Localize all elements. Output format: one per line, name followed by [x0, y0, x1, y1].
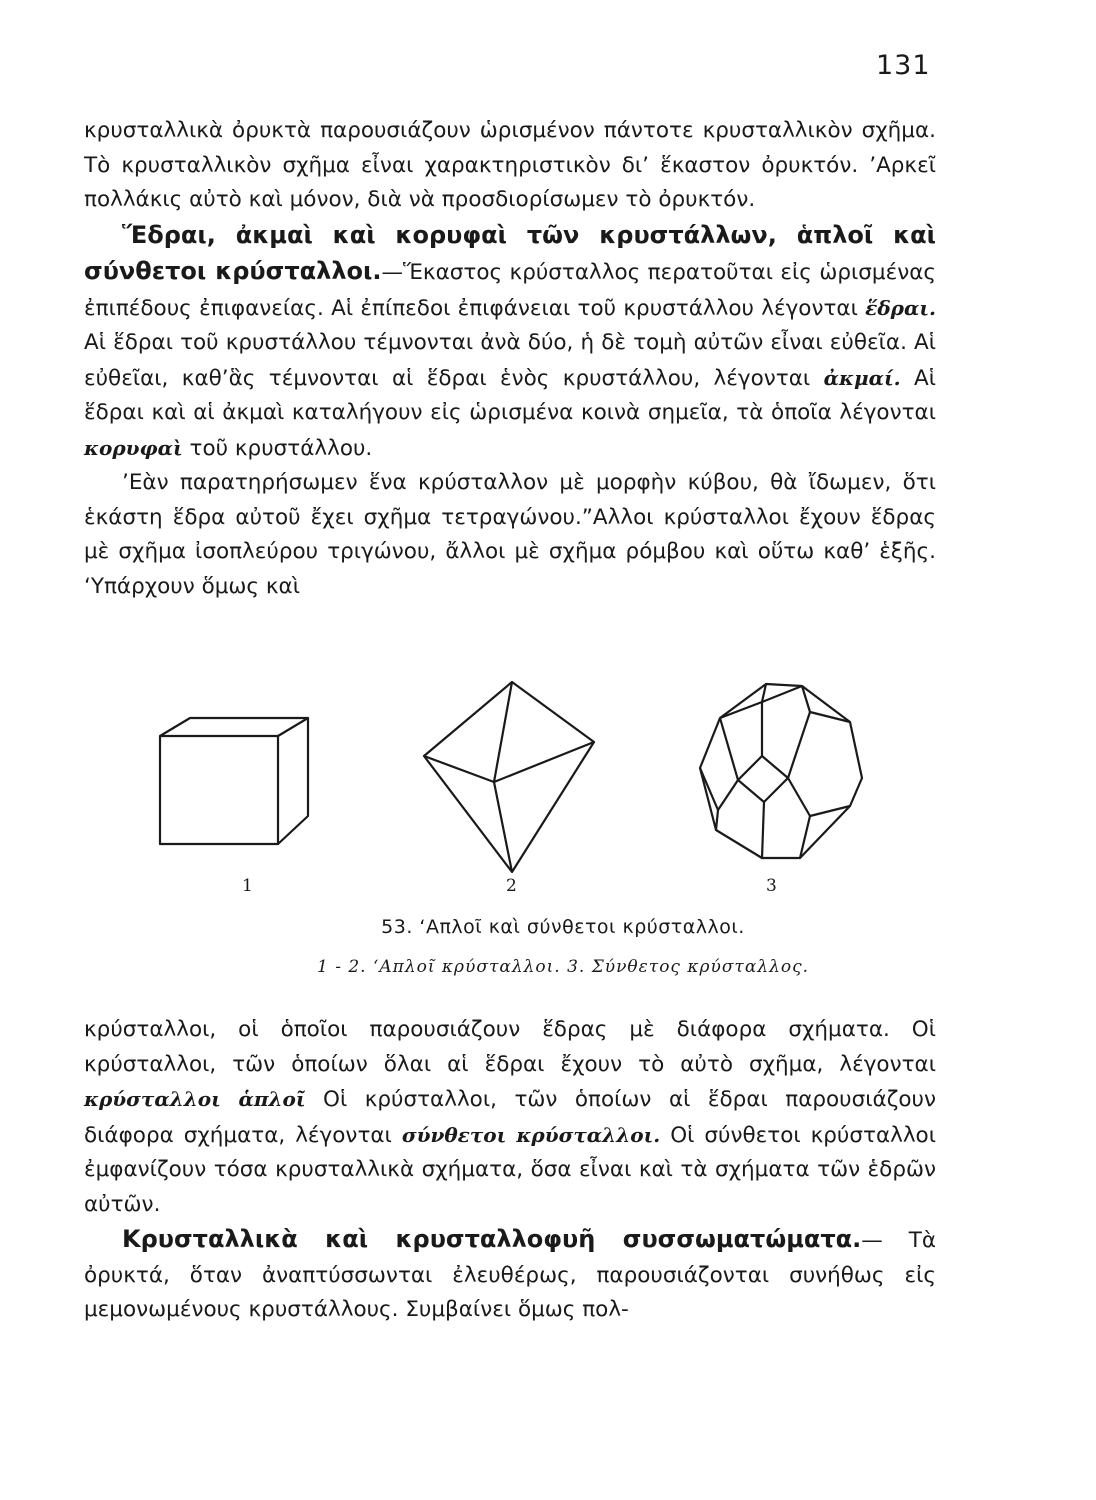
- paragraph-text: —Ἕκαστος κρύσταλλος περατοῦται εἰς ὡρισμένας ἐπιπέδους ἐπιφανείας. Αἱ ἐπίπεδοι ἐπιφάνειαι τοῦ κρυστάλλου λέγονται: [84, 260, 936, 321]
- term-edges: ἀκμαί.: [823, 365, 901, 390]
- paragraph-aggregates: [84, 1222, 936, 1328]
- paragraph-text: Αἱ ἕδραι καὶ αἱ ἀκμαὶ καταλήγουν εἰς ὡρισμένα κοινὰ σημεῖα, τὰ ὁποῖα λέγονται: [84, 365, 936, 425]
- figure-caption: 53. ‘Απλοῖ καὶ σύνθετοι κρύσταλλοι.: [381, 916, 745, 938]
- paragraph-text: κρύσταλλοι, οἱ ὁποῖοι παρουσιάζουν ἕδρας μὲ διάφορα σχήματα. Οἱ κρύσταλλοι, τῶν ὁποίων ὅλαι αἱ ἕδραι ἔχουν τὸ αὐτὸ σχῆμα, λέγονται: [84, 1017, 936, 1077]
- crystal-drawings: [150, 676, 880, 876]
- term-simple-crystals: κρύσταλλοι ἁπλοῖ: [84, 1087, 306, 1111]
- section-heading-aggregates: Κρυσταλλικὰ καὶ κρυσταλλοφυῆ συσσωματώματα.: [122, 1225, 862, 1253]
- term-compound-crystals: σύνθετοι κρύσταλλοι.: [401, 1122, 661, 1147]
- term-faces: ἕδραι.: [865, 295, 936, 320]
- compound-crystal-drawing: [700, 684, 862, 858]
- section-heading-faces: Ἕδραι, ἀκμαὶ καὶ κορυφαὶ τῶν κρυστάλλων, ἁπλοῖ καὶ σύνθετοι κρύσταλλοι.: [84, 220, 936, 285]
- octahedron-crystal-drawing: [424, 682, 594, 872]
- page-number: 131: [876, 50, 931, 81]
- paragraph-text: Οἱ κρύσταλλοι, τῶν ὁποίων αἱ ἕδραι παρουσιάζουν διάφορα σχήματα, λέγονται: [84, 1087, 936, 1148]
- paragraph-simple-compound: [84, 1013, 936, 1222]
- figure-number-2: 2: [506, 876, 517, 896]
- paragraph-cube-example: ’Εὰν παρατηρήσωμεν ἕνα κρύσταλλον μὲ μορφὴν κύβου, θὰ ἴδωμεν, ὅτι ἑκάστη ἕδρα αὐτοῦ ἔχει σχῆμα τετραγώνου.”Αλλοι κρύσταλλοι ἔχουν ἕδρας μὲ σχῆμα ἰσοπλεύρου τριγώνου, ἄλλοι μὲ σχῆμα ρόμβου καὶ οὕτω καθ’ ἑξῆς. ‘Υπάρχουν ὅμως καὶ: [84, 470, 936, 599]
- paragraph-faces-edges-vertices: [84, 218, 936, 467]
- figure-number-1: 1: [242, 876, 253, 896]
- top-text-section: [84, 114, 936, 604]
- paragraph-text: Οἱ σύνθετοι κρύσταλλοι ἐμφανίζουν τόσα κρυσταλλικὰ σχήματα, ὅσα εἶναι καὶ τὰ σχήματα τῶν ἑδρῶν αὐτῶν.: [84, 1122, 936, 1217]
- figure-subcaption: 1 - 2. ‘Απλοῖ κρύσταλλοι. 3. Σύνθετος κρύσταλλος.: [316, 957, 810, 977]
- paragraph-text: Αἱ ἕδραι τοῦ κρυστάλλου τέμνονται ἀνὰ δύο, ἡ δὲ τομὴ αὐτῶν εἶναι εὐθεῖα. Αἱ εὐθεῖαι, καθ’ἃς τέμνονται αἱ ἕδραι ἑνὸς κρυστάλλου, λέγονται: [84, 330, 936, 391]
- cube-crystal-drawing: [160, 718, 308, 844]
- paragraph-crystal-shape: κρυσταλλικὰ ὀρυκτὰ παρουσιάζουν ὡρισμένον πάντοτε κρυσταλλικὸν σχῆμα. Τὸ κρυσταλλικὸν σχῆμα εἶναι χαρακτηριστικὸν δι’ ἕκαστον ὀρυκτόν. ’Αρκεῖ πολλάκις αὐτὸ καὶ μόνον, διὰ νὰ προσδιορίσωμεν τὸ ὀρυκτόν.: [84, 118, 936, 212]
- term-vertices: κορυφαὶ: [84, 435, 183, 460]
- bottom-text-section: [84, 1013, 936, 1328]
- paragraph-text: — Τὰ ὀρυκτά, ὅταν ἀναπτύσσωνται ἐλευθέρως, παρουσιάζονται συνήθως εἰς μεμονωμένους κρυστάλλους. Συμβαίνει ὅμως πολ-: [84, 1228, 936, 1322]
- figure-number-3: 3: [766, 876, 777, 896]
- paragraph-text: τοῦ κρυστάλλου.: [182, 435, 373, 461]
- crystal-figure: [150, 676, 880, 906]
